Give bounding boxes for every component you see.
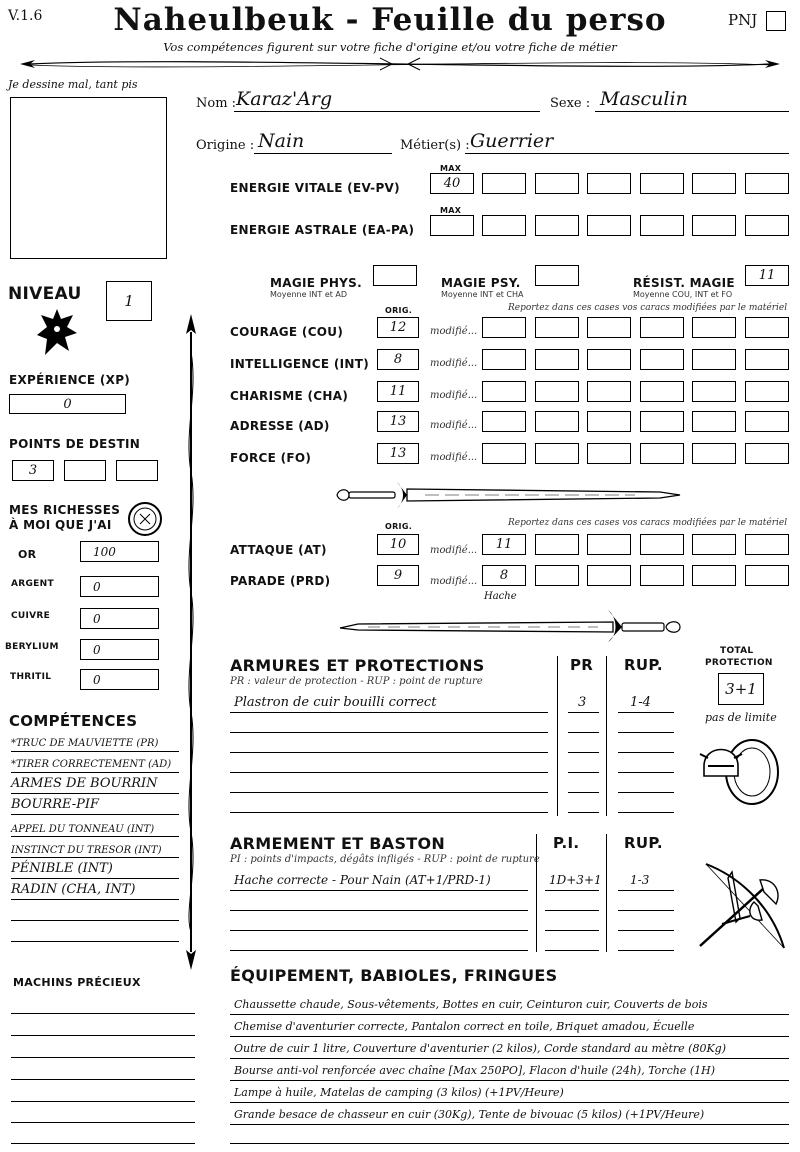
helmet-shield-icon <box>694 726 784 810</box>
xp-label: EXPÉRIENCE (XP) <box>9 373 131 387</box>
armures-rup-header: RUP. <box>624 656 663 674</box>
arme-line <box>230 890 528 891</box>
metier-value[interactable]: Guerrier <box>470 130 554 152</box>
magie-psy-box[interactable] <box>535 265 579 286</box>
carac-mod-box[interactable] <box>535 317 579 338</box>
armure-line <box>230 732 548 733</box>
armure-line <box>230 792 548 793</box>
ea-box[interactable] <box>640 215 684 236</box>
magie-psy-label: MAGIE PSY. <box>441 276 521 290</box>
equipement-line: Chaussette chaude, Sous-vêtements, Bottes en cuir, Ceinturon cuir, Couverts de bois <box>234 998 708 1011</box>
armure-line <box>568 772 599 773</box>
competences-label: COMPÉTENCES <box>9 712 138 730</box>
armure-line <box>568 712 599 713</box>
carac-mod-box[interactable] <box>745 317 789 338</box>
parade-mod-box[interactable] <box>745 565 789 586</box>
origine-value[interactable]: Nain <box>258 130 305 152</box>
armure-line <box>618 812 674 813</box>
carac-mod-box[interactable] <box>587 349 631 370</box>
arme-line <box>545 910 599 911</box>
competence-line <box>11 793 179 794</box>
carac-mod-box[interactable] <box>640 443 684 464</box>
magie-psy-note: Moyenne INT et CHA <box>441 290 524 299</box>
carac-mod-box[interactable] <box>640 317 684 338</box>
ev-box[interactable] <box>535 173 579 194</box>
combat-note: Reportez dans ces cases vos caracs modifiées par le matériel <box>508 518 788 528</box>
carac-label: FORCE (FO) <box>230 451 312 465</box>
attaque-mod-box[interactable]: 11 <box>482 534 526 555</box>
ev-box[interactable] <box>640 173 684 194</box>
competence-line <box>11 878 179 879</box>
coin-icon <box>126 500 164 538</box>
carac-mod-box[interactable] <box>640 349 684 370</box>
competence-line <box>11 836 179 837</box>
ea-label: ENERGIE ASTRALE (EA-PA) <box>230 223 415 237</box>
carac-mod-box[interactable] <box>745 411 789 432</box>
mod-caption: Hache <box>484 591 517 602</box>
competence-item: PÉNIBLE (INT) <box>11 861 113 876</box>
magie-phys-label: MAGIE PHYS. <box>270 276 362 290</box>
competence-line <box>11 814 179 815</box>
arme-line <box>545 950 599 951</box>
carac-orig-box[interactable]: 12 <box>377 317 419 338</box>
version-label: V.1.6 <box>8 8 43 24</box>
niveau-label: NIVEAU <box>8 284 82 304</box>
competence-item: RADIN (CHA, INT) <box>11 882 136 897</box>
destin-box[interactable]: 3 <box>12 460 54 481</box>
ev-box[interactable] <box>745 173 789 194</box>
equipement-line: Outre de cuir 1 litre, Couverture d'aventurier (2 kilos), Corde standard au mètre (80Kg) <box>234 1042 727 1055</box>
coin-label-thritil: THRITIL <box>10 672 52 682</box>
portrait-box[interactable] <box>10 97 167 259</box>
armure-pr: 3 <box>578 695 587 710</box>
carac-mod-box[interactable] <box>482 443 526 464</box>
machins-line <box>11 1057 195 1058</box>
equipement-line: Bourse anti-vol renforcée avec chaîne [Max 250PO], Flacon d'huile (24h), Torche (1H) <box>234 1064 715 1077</box>
caracs-note: Reportez dans ces cases vos caracs modifiées par le matériel <box>508 303 788 313</box>
equipement-line: Chemise d'aventurier correcte, Pantalon correct en toile, Briquet amadou, Écuelle <box>234 1020 695 1033</box>
carac-mod-box[interactable] <box>482 411 526 432</box>
attaque-orig-box[interactable]: 10 <box>377 534 419 555</box>
armure-line <box>618 732 674 733</box>
arme-line <box>618 930 674 931</box>
competence-line <box>11 772 179 773</box>
competence-line <box>11 920 179 921</box>
attaque-label: ATTAQUE (AT) <box>230 543 327 557</box>
nom-value[interactable]: Karaz'Arg <box>236 88 333 110</box>
machins-line <box>11 1013 195 1014</box>
total-protection-box[interactable]: 3+1 <box>718 673 764 705</box>
parade-mod-box[interactable] <box>587 565 631 586</box>
armure-line <box>230 812 548 813</box>
destin-box[interactable] <box>116 460 158 481</box>
modifie-label: modifié... <box>430 576 478 587</box>
machins-line <box>11 1035 195 1036</box>
carac-mod-box[interactable] <box>692 381 736 402</box>
carac-mod-box[interactable] <box>745 349 789 370</box>
pnj-label: PNJ <box>728 11 758 29</box>
carac-mod-box[interactable] <box>692 411 736 432</box>
armure-line <box>230 752 548 753</box>
xp-box[interactable]: 0 <box>9 394 126 414</box>
competence-item: APPEL DU TONNEAU (INT) <box>11 824 155 835</box>
machins-line <box>11 1101 195 1102</box>
weapons-icon <box>692 858 790 954</box>
arme-line <box>545 890 599 891</box>
carac-mod-box[interactable] <box>535 349 579 370</box>
combat-orig-label: ORIG. <box>385 522 413 531</box>
armures-subtitle: PR : valeur de protection - RUP : point de rupture <box>230 676 483 687</box>
sword-icon <box>338 608 683 644</box>
ea-box[interactable] <box>692 215 736 236</box>
spear-icon <box>180 312 202 972</box>
page-title: Naheulbeuk - Feuille du perso <box>113 2 667 38</box>
equipement-underline <box>230 1014 789 1015</box>
carac-mod-box[interactable] <box>482 349 526 370</box>
carac-orig-box[interactable]: 11 <box>377 381 419 402</box>
equipement-underline <box>230 1124 789 1125</box>
competence-line <box>11 751 179 752</box>
resist-magie-label: RÉSIST. MAGIE <box>633 276 735 290</box>
magie-phys-note: Moyenne INT et AD <box>270 290 348 299</box>
equipement-line: Lampe à huile, Matelas de camping (3 kilos) (+1PV/Heure) <box>234 1086 564 1099</box>
parade-label: PARADE (PRD) <box>230 574 331 588</box>
destin-label: POINTS DE DESTIN <box>9 437 141 451</box>
carac-mod-box[interactable] <box>482 381 526 402</box>
carac-mod-box[interactable] <box>482 317 526 338</box>
origine-label: Origine : <box>196 138 255 153</box>
sexe-value[interactable]: Masculin <box>600 88 688 110</box>
armement-divider <box>606 834 607 952</box>
competence-item: *TRUC DE MAUVIETTE (PR) <box>11 738 159 749</box>
carac-mod-box[interactable] <box>692 443 736 464</box>
ev-box[interactable] <box>692 173 736 194</box>
equipement-underline <box>230 1143 789 1144</box>
coin-box-thritil[interactable]: 0 <box>80 669 159 690</box>
arme-line <box>618 910 674 911</box>
modifie-label: modifié... <box>430 452 478 463</box>
attaque-mod-box[interactable] <box>587 534 631 555</box>
carac-mod-box[interactable] <box>587 411 631 432</box>
equipement-title: ÉQUIPEMENT, BABIOLES, FRINGUES <box>230 966 558 985</box>
ev-box[interactable] <box>587 173 631 194</box>
armures-title: ARMURES ET PROTECTIONS <box>230 656 485 675</box>
magie-phys-box[interactable] <box>373 265 417 286</box>
armure-line <box>618 712 674 713</box>
attaque-mod-box[interactable] <box>692 534 736 555</box>
armement-rup-header: RUP. <box>624 834 663 852</box>
niveau-box[interactable]: 1 <box>106 281 152 321</box>
coin-box-or[interactable]: 100 <box>80 541 159 562</box>
carac-mod-box[interactable] <box>587 443 631 464</box>
carac-label: INTELLIGENCE (INT) <box>230 357 369 371</box>
arme-name: Hache correcte - Pour Nain (AT+1/PRD-1) <box>234 873 491 887</box>
armure-line <box>618 792 674 793</box>
equipement-underline <box>230 1036 789 1037</box>
carac-mod-box[interactable] <box>745 443 789 464</box>
carac-mod-box[interactable] <box>587 381 631 402</box>
arme-line <box>545 930 599 931</box>
arme-line <box>230 950 528 951</box>
competence-item: BOURRE-PIF <box>11 797 100 812</box>
ea-box[interactable] <box>587 215 631 236</box>
ev-label: ENERGIE VITALE (EV-PV) <box>230 181 400 195</box>
equipement-underline <box>230 1080 789 1081</box>
armure-rup: 1-4 <box>630 695 651 710</box>
machins-label: MACHINS PRÉCIEUX <box>13 976 141 989</box>
carac-orig-box[interactable]: 13 <box>377 411 419 432</box>
sword-icon <box>335 478 685 512</box>
arme-line <box>230 930 528 931</box>
arme-line <box>618 950 674 951</box>
coin-label-cuivre: CUIVRE <box>11 611 51 621</box>
ev-max-label: MAX <box>440 164 462 173</box>
coin-box-berylium[interactable]: 0 <box>80 639 159 660</box>
spear-divider-icon <box>0 52 800 76</box>
arme-pi: 1D+3+1 <box>549 873 602 887</box>
nom-underline <box>234 111 540 112</box>
richesses-label-2: À MOI QUE J'AI <box>9 518 112 532</box>
carac-mod-box[interactable] <box>745 381 789 402</box>
resist-magie-box[interactable]: 11 <box>745 265 789 286</box>
equipement-underline <box>230 1058 789 1059</box>
armure-line <box>568 812 599 813</box>
machins-line <box>11 1079 195 1080</box>
parade-mod-box[interactable]: 8 <box>482 565 526 586</box>
coin-box-argent[interactable]: 0 <box>80 576 159 597</box>
modifie-label: modifié... <box>430 326 478 337</box>
metier-underline <box>465 153 789 154</box>
sexe-label: Sexe : <box>550 96 591 111</box>
nom-label: Nom : <box>196 96 237 111</box>
carac-mod-box[interactable] <box>535 411 579 432</box>
carac-mod-box[interactable] <box>535 381 579 402</box>
parade-orig-box[interactable]: 9 <box>377 565 419 586</box>
armures-divider <box>557 656 558 816</box>
coin-label-berylium: BERYLIUM <box>5 642 59 652</box>
armures-divider <box>606 656 607 816</box>
ev-max-box[interactable]: 40 <box>430 173 474 194</box>
ea-box[interactable] <box>535 215 579 236</box>
parade-mod-box[interactable] <box>535 565 579 586</box>
sexe-underline <box>595 111 789 112</box>
carac-orig-box[interactable]: 8 <box>377 349 419 370</box>
origine-underline <box>254 153 392 154</box>
richesses-label: MES RICHESSES <box>9 503 121 517</box>
page-subtitle: Vos compétences figurent sur votre fiche d'origine et/ou votre fiche de métier <box>163 40 617 54</box>
armure-line <box>230 772 548 773</box>
armement-subtitle: PI : points d'impacts, dégâts infligés - RUP : point de rupture <box>230 854 540 865</box>
equipement-line: Grande besace de chasseur en cuir (30Kg), Tente de bivouac (5 kilos) (+1PV/Heure) <box>234 1108 705 1121</box>
machins-line <box>11 1122 195 1123</box>
modifie-label: modifié... <box>430 545 478 556</box>
ea-box[interactable] <box>745 215 789 236</box>
arme-line <box>230 910 528 911</box>
parade-mod-box[interactable] <box>692 565 736 586</box>
arme-rup: 1-3 <box>630 873 650 887</box>
carac-mod-box[interactable] <box>692 317 736 338</box>
modifie-label: modifié... <box>430 358 478 369</box>
competence-item: ARMES DE BOURRIN <box>11 776 158 791</box>
competence-line <box>11 857 179 858</box>
destin-box[interactable] <box>64 460 106 481</box>
dragon-icon <box>33 305 81 363</box>
carac-mod-box[interactable] <box>640 411 684 432</box>
protection-label: PROTECTION <box>705 658 773 668</box>
ea-box[interactable] <box>482 215 526 236</box>
armure-name: Plastron de cuir bouilli correct <box>234 695 437 710</box>
competence-item: INSTINCT DU TRESOR (INT) <box>11 845 162 856</box>
armure-line <box>618 752 674 753</box>
carac-mod-box[interactable] <box>692 349 736 370</box>
armement-pi-header: P.I. <box>553 834 580 852</box>
arme-line <box>618 890 674 891</box>
coin-label-argent: ARGENT <box>11 579 54 589</box>
attaque-mod-box[interactable] <box>745 534 789 555</box>
portrait-caption: Je dessine mal, tant pis <box>8 78 138 91</box>
carac-mod-box[interactable] <box>587 317 631 338</box>
carac-mod-box[interactable] <box>640 381 684 402</box>
attaque-mod-box[interactable] <box>535 534 579 555</box>
total-label: TOTAL <box>720 646 754 656</box>
machins-line <box>11 1143 195 1144</box>
total-note: pas de limite <box>705 711 777 724</box>
pnj-checkbox[interactable] <box>766 11 786 31</box>
coin-box-cuivre[interactable]: 0 <box>80 608 159 629</box>
ea-max-box[interactable] <box>430 215 474 236</box>
parade-mod-box[interactable] <box>640 565 684 586</box>
armure-line <box>568 732 599 733</box>
ea-max-label: MAX <box>440 206 462 215</box>
carac-mod-box[interactable] <box>535 443 579 464</box>
ev-box[interactable] <box>482 173 526 194</box>
attaque-mod-box[interactable] <box>640 534 684 555</box>
caracs-orig-label: ORIG. <box>385 306 413 315</box>
carac-label: COURAGE (COU) <box>230 325 344 339</box>
equipement-underline <box>230 1102 789 1103</box>
carac-orig-box[interactable]: 13 <box>377 443 419 464</box>
carac-label: ADRESSE (AD) <box>230 419 330 433</box>
armure-line <box>230 712 548 713</box>
armure-line <box>618 772 674 773</box>
resist-magie-note: Moyenne COU, INT et FO <box>633 290 733 299</box>
armures-pr-header: PR <box>570 656 594 674</box>
modifie-label: modifié... <box>430 420 478 431</box>
armure-line <box>568 792 599 793</box>
coin-label-or: OR <box>18 548 37 561</box>
competence-line <box>11 899 179 900</box>
carac-label: CHARISME (CHA) <box>230 389 349 403</box>
competence-line <box>11 941 179 942</box>
competence-item: *TIRER CORRECTEMENT (AD) <box>11 759 172 770</box>
metier-label: Métier(s) : <box>400 138 470 153</box>
modifie-label: modifié... <box>430 390 478 401</box>
armement-title: ARMEMENT ET BASTON <box>230 834 446 853</box>
armement-divider <box>536 834 537 952</box>
armure-line <box>568 752 599 753</box>
